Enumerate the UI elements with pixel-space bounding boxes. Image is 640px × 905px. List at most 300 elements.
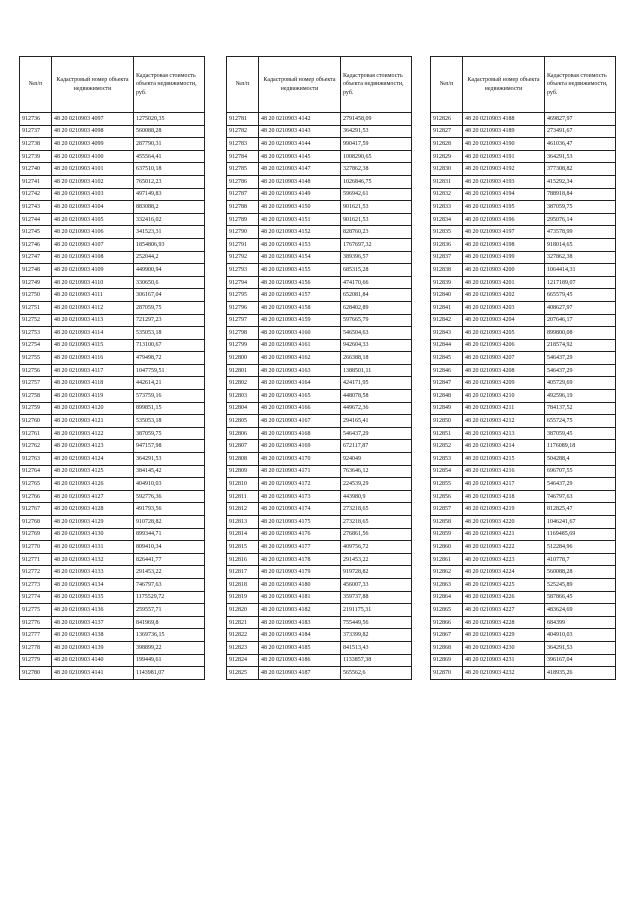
row-number-cell: 912750 xyxy=(20,289,52,302)
cadastral-cost-cell: 826441,77 xyxy=(134,553,205,566)
row-number-cell: 912841 xyxy=(431,301,463,314)
cadastral-cost-cell: 491793,56 xyxy=(134,503,205,516)
row-number-cell: 912784 xyxy=(227,150,259,163)
row-number-cell: 912826 xyxy=(431,113,463,126)
cadastral-cost-cell: 841969,8 xyxy=(134,616,205,629)
cadastral-number-cell: 48 20 0210903 4192 xyxy=(463,163,545,176)
cadastral-number-cell: 48 20 0210903 4180 xyxy=(259,578,341,591)
cadastral-number-cell: 48 20 0210903 4132 xyxy=(52,553,134,566)
cadastral-number-cell: 48 20 0210903 4158 xyxy=(259,301,341,314)
cadastral-number-cell: 48 20 0210903 4104 xyxy=(52,201,134,214)
row-number-cell: 912754 xyxy=(20,339,52,352)
row-number-cell: 912796 xyxy=(227,301,259,314)
cadastral-cost-cell: 947157,98 xyxy=(134,440,205,453)
row-number-cell: 912767 xyxy=(20,503,52,516)
cadastral-cost-cell: 408627,97 xyxy=(545,301,616,314)
row-number-cell: 912815 xyxy=(227,541,259,554)
cadastral-cost-cell: 207646,17 xyxy=(545,314,616,327)
cadastral-number-cell: 48 20 0210903 4148 xyxy=(259,175,341,188)
cadastral-number-cell: 48 20 0210903 4166 xyxy=(259,402,341,415)
table-row xyxy=(431,402,616,415)
row-number-cell: 912777 xyxy=(20,629,52,642)
cadastral-cost-cell: 443980,9 xyxy=(341,490,412,503)
table-row xyxy=(227,314,412,327)
cadastral-cost-cell: 364291,53 xyxy=(341,125,412,138)
row-number-cell: 912740 xyxy=(20,163,52,176)
cadastral-number-cell: 48 20 0210903 4135 xyxy=(52,591,134,604)
table-row xyxy=(20,364,205,377)
cadastral-number-cell: 48 20 0210903 4190 xyxy=(463,138,545,151)
table-row xyxy=(431,528,616,541)
table-row xyxy=(227,301,412,314)
table-row xyxy=(431,465,616,478)
cadastral-cost-cell: 497149,83 xyxy=(134,188,205,201)
table-row xyxy=(431,566,616,579)
row-number-cell: 912813 xyxy=(227,516,259,529)
row-number-cell: 912821 xyxy=(227,616,259,629)
header-cadastral-number: Кадастровый номер объекта недвижимости xyxy=(52,57,134,113)
row-number-cell: 912845 xyxy=(431,352,463,365)
row-number-cell: 912828 xyxy=(431,138,463,151)
cadastral-number-cell: 48 20 0210903 4103 xyxy=(52,188,134,201)
cadastral-cost-cell: 746797,63 xyxy=(134,578,205,591)
table-row xyxy=(20,578,205,591)
cadastral-number-cell: 48 20 0210903 4209 xyxy=(463,377,545,390)
cadastral-cost-cell: 883088,2 xyxy=(134,201,205,214)
cadastral-cost-cell: 628402,89 xyxy=(341,301,412,314)
table-row xyxy=(431,390,616,403)
table-row xyxy=(431,251,616,264)
cadastral-cost-cell: 287790,31 xyxy=(134,138,205,151)
cadastral-number-cell: 48 20 0210903 4160 xyxy=(259,327,341,340)
cadastral-cost-cell: 483624,69 xyxy=(545,604,616,617)
cadastral-number-cell: 48 20 0210903 4188 xyxy=(463,113,545,126)
cadastral-cost-cell: 1046241,67 xyxy=(545,516,616,529)
table-row xyxy=(431,138,616,151)
cadastral-cost-cell: 252044,2 xyxy=(134,251,205,264)
header-cadastral-number: Кадастровый номер объекта недвижимости xyxy=(259,57,341,113)
table-header-row xyxy=(227,57,412,113)
cadastral-number-cell: 48 20 0210903 4205 xyxy=(463,327,545,340)
cadastral-number-cell: 48 20 0210903 4175 xyxy=(259,516,341,529)
cadastral-cost-cell: 448078,58 xyxy=(341,390,412,403)
cadastral-cost-cell: 474170,66 xyxy=(341,276,412,289)
table-row xyxy=(20,591,205,604)
row-number-cell: 912832 xyxy=(431,188,463,201)
row-number-cell: 912825 xyxy=(227,667,259,680)
table-row xyxy=(431,553,616,566)
table-row xyxy=(431,113,616,126)
cadastral-cost-cell: 901621,53 xyxy=(341,213,412,226)
cadastral-number-cell: 48 20 0210903 4109 xyxy=(52,264,134,277)
cadastral-number-cell: 48 20 0210903 4107 xyxy=(52,238,134,251)
table-row xyxy=(227,238,412,251)
table-row xyxy=(431,490,616,503)
row-number-cell: 912839 xyxy=(431,276,463,289)
cadastral-cost-cell: 942604,33 xyxy=(341,339,412,352)
cadastral-number-cell: 48 20 0210903 4112 xyxy=(52,301,134,314)
cadastral-cost-cell: 652081,84 xyxy=(341,289,412,302)
cadastral-cost-cell: 809410,34 xyxy=(134,541,205,554)
cadastral-number-cell: 48 20 0210903 4102 xyxy=(52,175,134,188)
row-number-cell: 912782 xyxy=(227,125,259,138)
cadastral-cost-cell: 224539,29 xyxy=(341,478,412,491)
row-number-cell: 912738 xyxy=(20,138,52,151)
cadastral-number-cell: 48 20 0210903 4202 xyxy=(463,289,545,302)
row-number-cell: 912834 xyxy=(431,213,463,226)
cadastral-number-cell: 48 20 0210903 4106 xyxy=(52,226,134,239)
table-row xyxy=(20,352,205,365)
row-number-cell: 912809 xyxy=(227,465,259,478)
row-number-cell: 912804 xyxy=(227,402,259,415)
row-number-cell: 912786 xyxy=(227,175,259,188)
row-number-cell: 912865 xyxy=(431,604,463,617)
cadastral-number-cell: 48 20 0210903 4222 xyxy=(463,541,545,554)
table-row xyxy=(227,415,412,428)
table-row xyxy=(431,175,616,188)
cadastral-number-cell: 48 20 0210903 4214 xyxy=(463,440,545,453)
cadastral-cost-cell: 461036,47 xyxy=(545,138,616,151)
row-number-cell: 912858 xyxy=(431,516,463,529)
table-row xyxy=(20,528,205,541)
cadastral-number-cell: 48 20 0210903 4177 xyxy=(259,541,341,554)
cadastral-number-cell: 48 20 0210903 4173 xyxy=(259,490,341,503)
cadastral-cost-cell: 404910,03 xyxy=(134,478,205,491)
cadastral-number-cell: 48 20 0210903 4155 xyxy=(259,264,341,277)
table-row xyxy=(20,314,205,327)
table-row xyxy=(20,478,205,491)
cadastral-number-cell: 48 20 0210903 4128 xyxy=(52,503,134,516)
cadastral-number-cell: 48 20 0210903 4119 xyxy=(52,390,134,403)
row-number-cell: 912802 xyxy=(227,377,259,390)
cadastral-cost-cell: 684399 xyxy=(545,616,616,629)
row-number-cell: 912799 xyxy=(227,339,259,352)
cadastral-cost-cell: 341523,31 xyxy=(134,226,205,239)
cadastral-number-cell: 48 20 0210903 4217 xyxy=(463,478,545,491)
table-row xyxy=(20,453,205,466)
cadastral-cost-cell: 665579,45 xyxy=(545,289,616,302)
table-row xyxy=(227,591,412,604)
cadastral-number-cell: 48 20 0210903 4170 xyxy=(259,453,341,466)
cadastral-cost-cell: 672117,87 xyxy=(341,440,412,453)
row-number-cell: 912854 xyxy=(431,465,463,478)
row-number-cell: 912827 xyxy=(431,125,463,138)
row-number-cell: 912774 xyxy=(20,591,52,604)
cadastral-number-cell: 48 20 0210903 4187 xyxy=(259,667,341,680)
cadastral-number-cell: 48 20 0210903 4154 xyxy=(259,251,341,264)
cadastral-number-cell: 48 20 0210903 4131 xyxy=(52,541,134,554)
cadastral-number-cell: 48 20 0210903 4229 xyxy=(463,629,545,642)
table-row xyxy=(227,213,412,226)
row-number-cell: 912749 xyxy=(20,276,52,289)
cadastral-number-cell: 48 20 0210903 4163 xyxy=(259,364,341,377)
table-row xyxy=(20,604,205,617)
cadastral-cost-cell: 291453,22 xyxy=(134,566,205,579)
table-row xyxy=(227,339,412,352)
cadastral-table-2 xyxy=(226,56,412,680)
cadastral-cost-cell: 364291,53 xyxy=(545,641,616,654)
row-number-cell: 912741 xyxy=(20,175,52,188)
cadastral-number-cell: 48 20 0210903 4167 xyxy=(259,415,341,428)
header-cadastral-cost: Кадастровая стоимость объекта недвижимости, руб. xyxy=(341,57,412,113)
row-number-cell: 912783 xyxy=(227,138,259,151)
row-number-cell: 912795 xyxy=(227,289,259,302)
table-row xyxy=(431,201,616,214)
row-number-cell: 912810 xyxy=(227,478,259,491)
cadastral-cost-cell: 327862,38 xyxy=(341,163,412,176)
row-number-cell: 912762 xyxy=(20,440,52,453)
cadastral-cost-cell: 387059,75 xyxy=(134,427,205,440)
cadastral-cost-cell: 1176089,18 xyxy=(545,440,616,453)
cadastral-cost-cell: 330650,6 xyxy=(134,276,205,289)
cadastral-cost-cell: 2191175,31 xyxy=(341,604,412,617)
cadastral-cost-cell: 1175529,72 xyxy=(134,591,205,604)
cadastral-cost-cell: 525245,89 xyxy=(545,578,616,591)
cadastral-number-cell: 48 20 0210903 4142 xyxy=(259,113,341,126)
table-row xyxy=(20,327,205,340)
cadastral-number-cell: 48 20 0210903 4230 xyxy=(463,641,545,654)
cadastral-number-cell: 48 20 0210903 4145 xyxy=(259,150,341,163)
row-number-cell: 912848 xyxy=(431,390,463,403)
cadastral-number-cell: 48 20 0210903 4207 xyxy=(463,352,545,365)
table-header-row xyxy=(431,57,616,113)
cadastral-number-cell: 48 20 0210903 4179 xyxy=(259,566,341,579)
cadastral-number-cell: 48 20 0210903 4224 xyxy=(463,566,545,579)
row-number-cell: 912805 xyxy=(227,415,259,428)
table-row xyxy=(20,150,205,163)
cadastral-number-cell: 48 20 0210903 4162 xyxy=(259,352,341,365)
cadastral-number-cell: 48 20 0210903 4216 xyxy=(463,465,545,478)
header-num: №п/п xyxy=(20,57,52,113)
table-row xyxy=(20,163,205,176)
cadastral-cost-cell: 1047759,51 xyxy=(134,364,205,377)
cadastral-cost-cell: 384145,42 xyxy=(134,465,205,478)
row-number-cell: 912833 xyxy=(431,201,463,214)
cadastral-cost-cell: 788918,84 xyxy=(545,188,616,201)
table-row xyxy=(227,641,412,654)
cadastral-cost-cell: 1767697,32 xyxy=(341,238,412,251)
cadastral-cost-cell: 396167,04 xyxy=(545,654,616,667)
cadastral-number-cell: 48 20 0210903 4105 xyxy=(52,213,134,226)
table-row xyxy=(431,264,616,277)
row-number-cell: 912803 xyxy=(227,390,259,403)
cadastral-number-cell: 48 20 0210903 4196 xyxy=(463,213,545,226)
table-row xyxy=(227,377,412,390)
row-number-cell: 912836 xyxy=(431,238,463,251)
table-row xyxy=(20,616,205,629)
table-row xyxy=(20,213,205,226)
row-number-cell: 912801 xyxy=(227,364,259,377)
row-number-cell: 912757 xyxy=(20,377,52,390)
row-number-cell: 912759 xyxy=(20,402,52,415)
row-number-cell: 912780 xyxy=(20,667,52,680)
cadastral-number-cell: 48 20 0210903 4172 xyxy=(259,478,341,491)
row-number-cell: 912778 xyxy=(20,641,52,654)
row-number-cell: 912737 xyxy=(20,125,52,138)
row-number-cell: 912831 xyxy=(431,175,463,188)
cadastral-number-cell: 48 20 0210903 4144 xyxy=(259,138,341,151)
cadastral-cost-cell: 1026846,75 xyxy=(341,175,412,188)
table-row xyxy=(20,503,205,516)
cadastral-cost-cell: 546437,29 xyxy=(545,364,616,377)
cadastral-cost-cell: 535053,18 xyxy=(134,327,205,340)
cadastral-number-cell: 48 20 0210903 4151 xyxy=(259,213,341,226)
cadastral-number-cell: 48 20 0210903 4204 xyxy=(463,314,545,327)
table-row xyxy=(227,427,412,440)
cadastral-number-cell: 48 20 0210903 4115 xyxy=(52,339,134,352)
table-row xyxy=(227,226,412,239)
cadastral-cost-cell: 404910,03 xyxy=(545,629,616,642)
table-row xyxy=(431,667,616,680)
row-number-cell: 912772 xyxy=(20,566,52,579)
table-row xyxy=(431,440,616,453)
cadastral-cost-cell: 899800,08 xyxy=(545,327,616,340)
table-row xyxy=(431,226,616,239)
cadastral-number-cell: 48 20 0210903 4156 xyxy=(259,276,341,289)
row-number-cell: 912776 xyxy=(20,616,52,629)
row-number-cell: 912830 xyxy=(431,163,463,176)
row-number-cell: 912837 xyxy=(431,251,463,264)
cadastral-number-cell: 48 20 0210903 4195 xyxy=(463,201,545,214)
table-row xyxy=(20,276,205,289)
row-number-cell: 912867 xyxy=(431,629,463,642)
cadastral-cost-cell: 560088,28 xyxy=(545,566,616,579)
cadastral-number-cell: 48 20 0210903 4213 xyxy=(463,427,545,440)
table-row xyxy=(20,201,205,214)
table-row xyxy=(431,188,616,201)
cadastral-number-cell: 48 20 0210903 4134 xyxy=(52,578,134,591)
cadastral-cost-cell: 1133857,38 xyxy=(341,654,412,667)
table-row xyxy=(431,163,616,176)
row-number-cell: 912764 xyxy=(20,465,52,478)
table-row xyxy=(431,604,616,617)
cadastral-number-cell: 48 20 0210903 4116 xyxy=(52,352,134,365)
cadastral-cost-cell: 291453,22 xyxy=(341,553,412,566)
table-row xyxy=(227,578,412,591)
table-row xyxy=(20,654,205,667)
row-number-cell: 912790 xyxy=(227,226,259,239)
table-row xyxy=(431,289,616,302)
cadastral-number-cell: 48 20 0210903 4164 xyxy=(259,377,341,390)
table-row xyxy=(227,390,412,403)
cadastral-cost-cell: 492596,19 xyxy=(545,390,616,403)
row-number-cell: 912844 xyxy=(431,339,463,352)
cadastral-cost-cell: 784137,52 xyxy=(545,402,616,415)
row-number-cell: 912756 xyxy=(20,364,52,377)
row-number-cell: 912835 xyxy=(431,226,463,239)
cadastral-table-3 xyxy=(430,56,616,680)
table-row xyxy=(20,188,205,201)
cadastral-cost-cell: 473578,99 xyxy=(545,226,616,239)
cadastral-cost-cell: 364291,53 xyxy=(134,453,205,466)
table-row xyxy=(431,301,616,314)
row-number-cell: 912853 xyxy=(431,453,463,466)
cadastral-cost-cell: 713100,67 xyxy=(134,339,205,352)
row-number-cell: 912843 xyxy=(431,327,463,340)
table-row xyxy=(227,516,412,529)
cadastral-cost-cell: 828760,23 xyxy=(341,226,412,239)
cadastral-cost-cell: 746797,63 xyxy=(545,490,616,503)
cadastral-number-cell: 48 20 0210903 4152 xyxy=(259,226,341,239)
row-number-cell: 912747 xyxy=(20,251,52,264)
cadastral-number-cell: 48 20 0210903 4174 xyxy=(259,503,341,516)
table-row xyxy=(227,201,412,214)
table-row xyxy=(227,352,412,365)
cadastral-cost-cell: 276861,56 xyxy=(341,528,412,541)
row-number-cell: 912787 xyxy=(227,188,259,201)
row-number-cell: 912829 xyxy=(431,150,463,163)
row-number-cell: 912765 xyxy=(20,478,52,491)
cadastral-cost-cell: 592776,36 xyxy=(134,490,205,503)
row-number-cell: 912770 xyxy=(20,541,52,554)
table-row xyxy=(20,516,205,529)
cadastral-cost-cell: 919728,82 xyxy=(341,566,412,579)
cadastral-number-cell: 48 20 0210903 4226 xyxy=(463,591,545,604)
cadastral-number-cell: 48 20 0210903 4120 xyxy=(52,402,134,415)
cadastral-number-cell: 48 20 0210903 4157 xyxy=(259,289,341,302)
cadastral-number-cell: 48 20 0210903 4139 xyxy=(52,641,134,654)
header-num: №п/п xyxy=(227,57,259,113)
row-number-cell: 912812 xyxy=(227,503,259,516)
header-num: №п/п xyxy=(431,57,463,113)
table-row xyxy=(431,377,616,390)
row-number-cell: 912856 xyxy=(431,490,463,503)
cadastral-number-cell: 48 20 0210903 4099 xyxy=(52,138,134,151)
cadastral-number-cell: 48 20 0210903 4143 xyxy=(259,125,341,138)
table-row xyxy=(431,352,616,365)
cadastral-cost-cell: 387059,45 xyxy=(545,427,616,440)
table-row xyxy=(227,289,412,302)
cadastral-number-cell: 48 20 0210903 4136 xyxy=(52,604,134,617)
row-number-cell: 912773 xyxy=(20,578,52,591)
row-number-cell: 912870 xyxy=(431,667,463,680)
cadastral-number-cell: 48 20 0210903 4225 xyxy=(463,578,545,591)
cadastral-number-cell: 48 20 0210903 4184 xyxy=(259,629,341,642)
table-row xyxy=(227,264,412,277)
row-number-cell: 912763 xyxy=(20,453,52,466)
row-number-cell: 912744 xyxy=(20,213,52,226)
table-row xyxy=(431,238,616,251)
cadastral-cost-cell: 479498,72 xyxy=(134,352,205,365)
table-row xyxy=(431,276,616,289)
table-row xyxy=(431,591,616,604)
cadastral-cost-cell: 1854806,93 xyxy=(134,238,205,251)
table-row xyxy=(20,566,205,579)
cadastral-cost-cell: 596942,61 xyxy=(341,188,412,201)
cadastral-cost-cell: 373399,82 xyxy=(341,629,412,642)
cadastral-number-cell: 48 20 0210903 4111 xyxy=(52,289,134,302)
cadastral-number-cell: 48 20 0210903 4126 xyxy=(52,478,134,491)
table-row xyxy=(227,125,412,138)
cadastral-cost-cell: 560088,28 xyxy=(134,125,205,138)
row-number-cell: 912748 xyxy=(20,264,52,277)
cadastral-number-cell: 48 20 0210903 4114 xyxy=(52,327,134,340)
row-number-cell: 912859 xyxy=(431,528,463,541)
cadastral-number-cell: 48 20 0210903 4211 xyxy=(463,402,545,415)
cadastral-number-cell: 48 20 0210903 4108 xyxy=(52,251,134,264)
cadastral-cost-cell: 918014,65 xyxy=(545,238,616,251)
cadastral-cost-cell: 377308,82 xyxy=(545,163,616,176)
cadastral-number-cell: 48 20 0210903 4101 xyxy=(52,163,134,176)
table-row xyxy=(20,667,205,680)
cadastral-table-1 xyxy=(19,56,205,680)
table-row xyxy=(20,264,205,277)
row-number-cell: 912808 xyxy=(227,453,259,466)
table-row xyxy=(431,339,616,352)
table-row xyxy=(227,667,412,680)
table-row xyxy=(431,415,616,428)
cadastral-cost-cell: 1217189,07 xyxy=(545,276,616,289)
